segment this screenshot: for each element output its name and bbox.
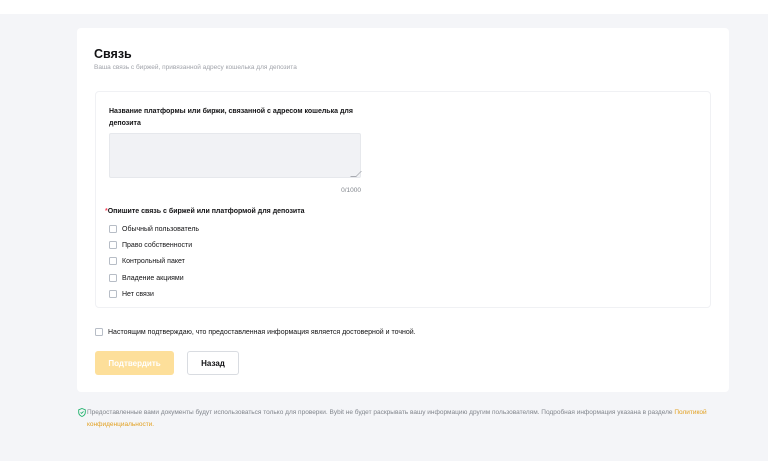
back-button[interactable]: Назад [187, 351, 239, 375]
form-title: Связь [94, 47, 132, 61]
relationship-type-label-text: Опишите связь с биржей или платформой для депозита [107, 208, 305, 215]
option-label[interactable]: Контрольный пакет [122, 257, 185, 265]
questions-panel [95, 91, 711, 308]
relationship-type-label [105, 208, 305, 215]
option-label[interactable]: Нет связи [122, 290, 154, 298]
checkbox-controlling-stake[interactable] [109, 257, 117, 265]
top-bar [0, 0, 768, 14]
required-mark: * [105, 208, 108, 215]
shield-check-icon [78, 408, 86, 417]
platform-name-textarea[interactable] [109, 133, 361, 178]
platform-name-label: Название платформы или биржи, связанной с адресом кошелька для депозита [109, 108, 353, 127]
checkbox-regular-user[interactable] [109, 225, 117, 233]
checkbox-shareholding[interactable] [109, 274, 117, 282]
privacy-notice-text: Предоставленные вами документы будут использоваться только для проверки. Bybit не будет раскрывать вашу информацию другим пользователям. Подробная информация указана в разделе [87, 409, 673, 416]
option-regular-user[interactable] [109, 224, 199, 234]
confirmation-label[interactable]: Настоящим подтверждаю, что предоставленная информация является достоверной и точной. [108, 328, 416, 336]
option-no-relation[interactable] [109, 289, 154, 299]
relationship-form-card [77, 28, 729, 392]
option-label[interactable]: Обычный пользователь [122, 225, 200, 233]
confirmation-checkbox[interactable] [95, 328, 103, 336]
char-counter: 0/1000 [341, 187, 361, 194]
checkbox-ownership[interactable] [109, 241, 117, 249]
form-subtitle: Ваша связь с биржей, привязанной адресу кошелька для депозита [94, 64, 297, 71]
submit-button[interactable]: Подтвердить [95, 351, 174, 375]
option-ownership[interactable] [109, 240, 192, 250]
privacy-policy-link[interactable]: Политикой конфиденциальности. [87, 409, 707, 428]
option-label[interactable]: Право собственности [122, 241, 193, 249]
option-label[interactable]: Владение акциями [122, 274, 184, 282]
privacy-notice [87, 407, 717, 431]
confirmation-row[interactable] [95, 327, 416, 337]
option-controlling-stake[interactable] [109, 256, 185, 266]
checkbox-no-relation[interactable] [109, 290, 117, 298]
option-shareholding[interactable] [109, 273, 184, 283]
